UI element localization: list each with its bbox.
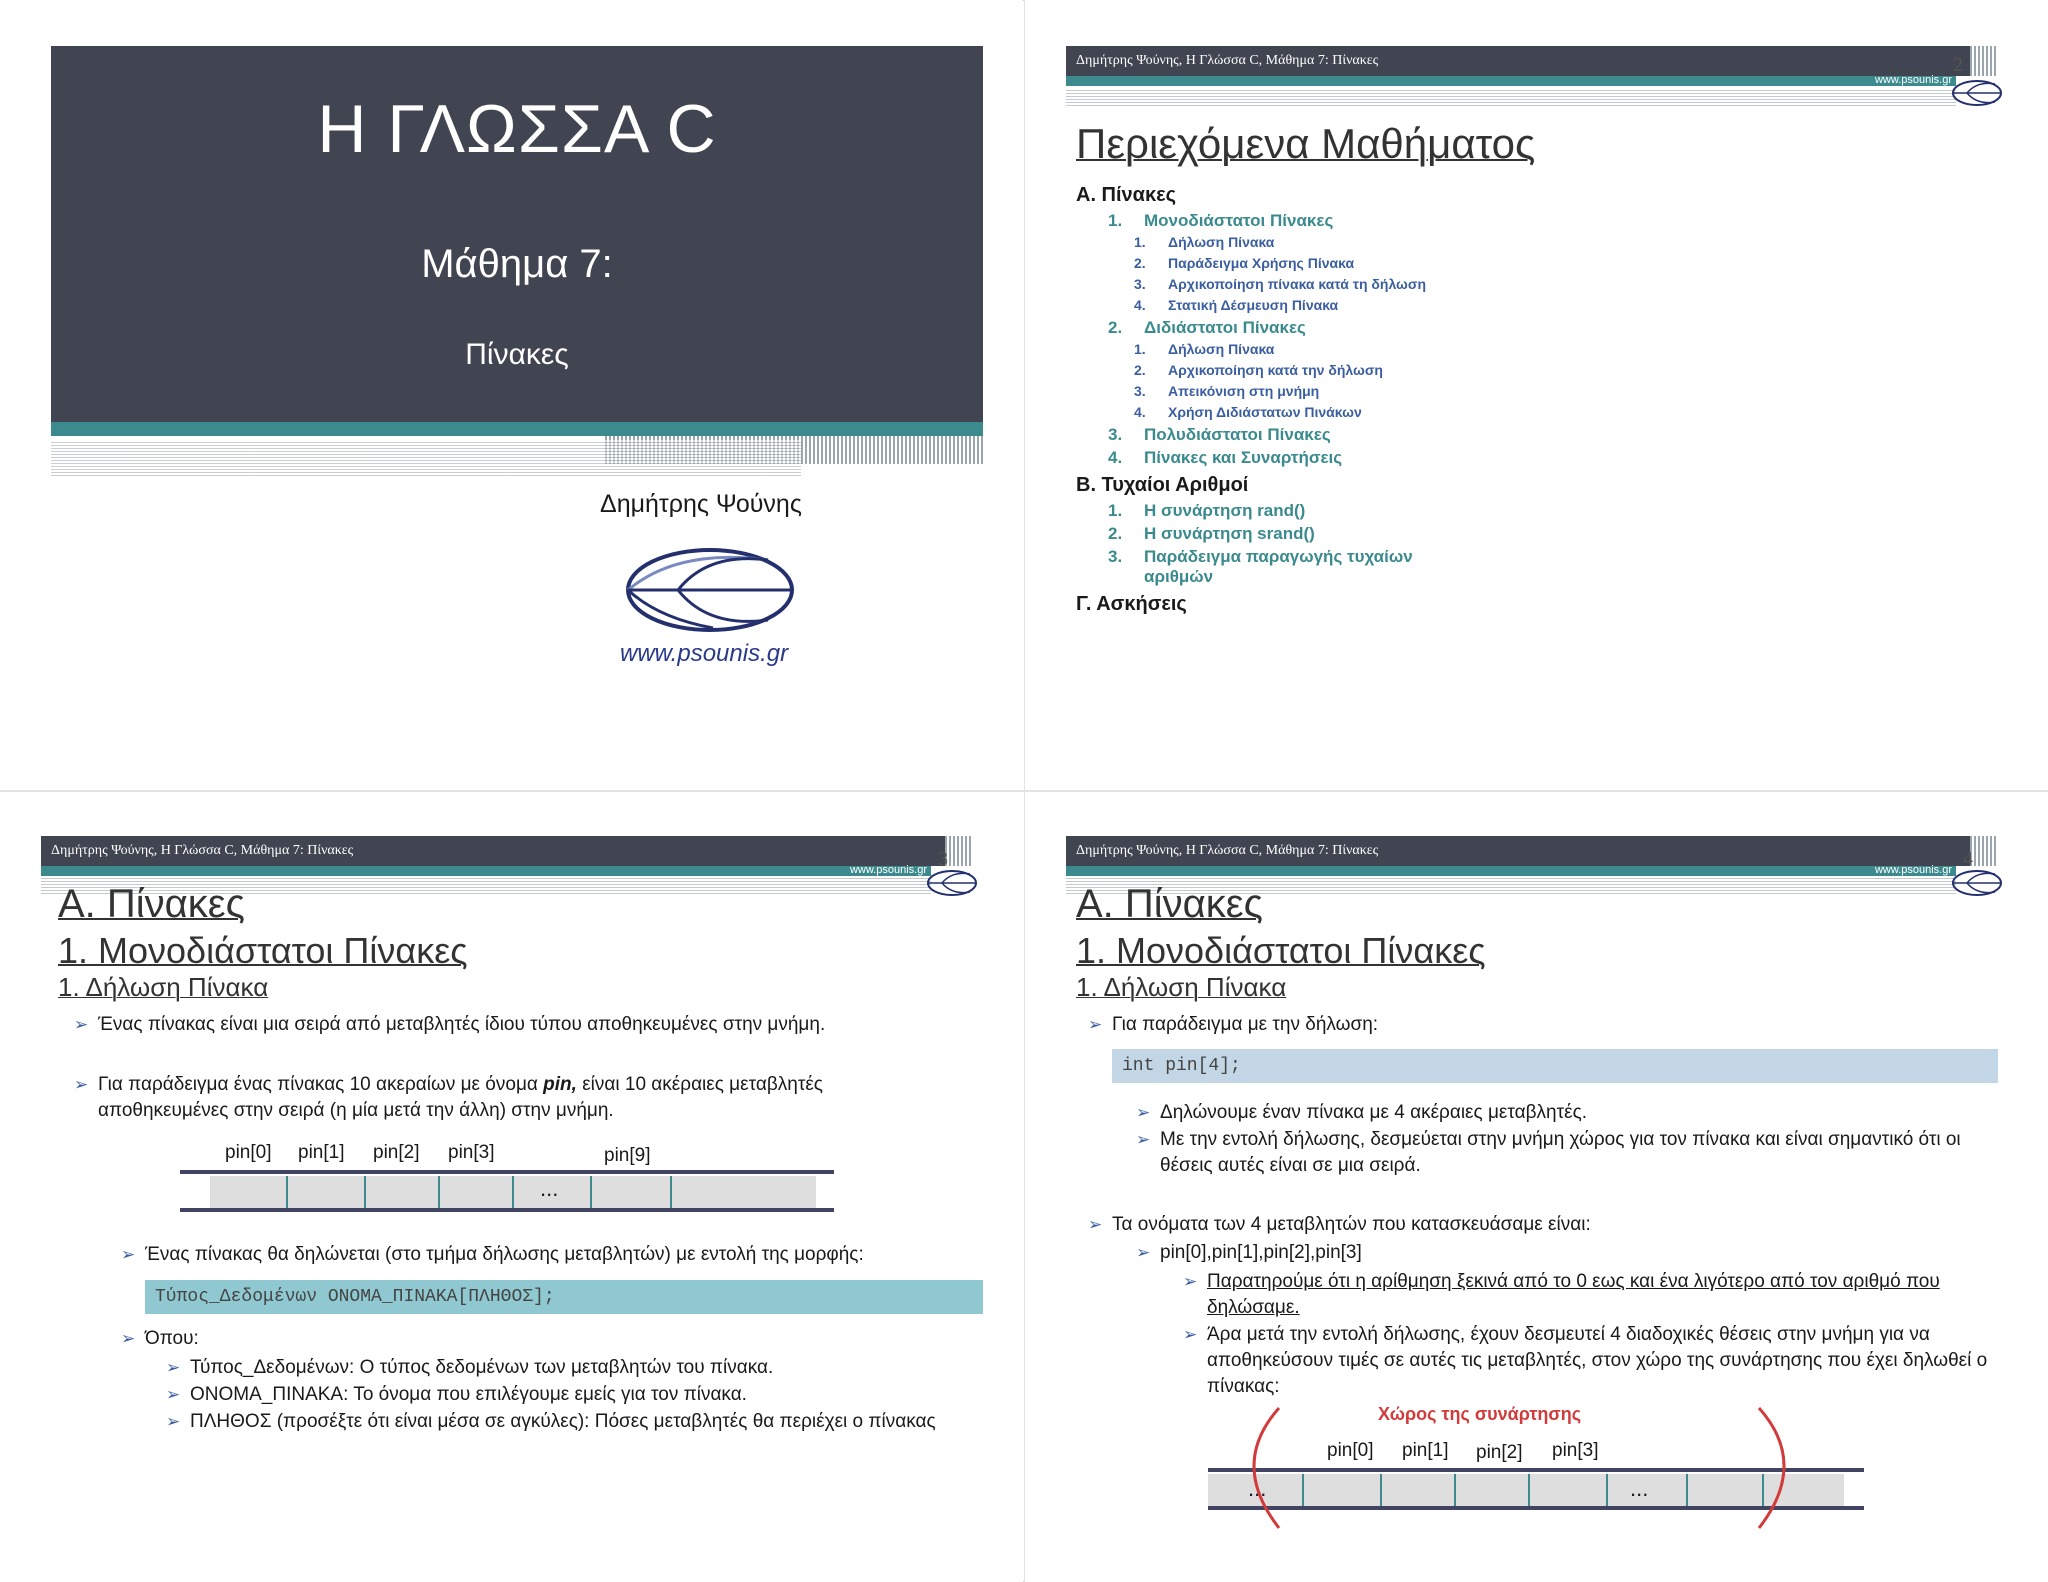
memory-array-diagram bbox=[180, 1170, 834, 1216]
sub-bullet-text: ➢ Με την εντολή δήλωσης, δεσμεύεται στην μνήμη χώρος για τον πίνακα και είναι σημαντικό ότι οι θέσεις αυτές είναι σε μια σειρά. bbox=[1160, 1127, 2005, 1179]
toc-subitem: 2. Παράδειγμα Χρήσης Πίνακα bbox=[1134, 255, 1355, 271]
heading-declaration: 1. Δήλωση Πίνακα bbox=[58, 972, 269, 1002]
function-scope-label: Χώρος της συνάρτησης bbox=[1378, 1404, 1582, 1424]
header-text: Δημήτρης Ψούνης, Η Γλώσσα C, Μάθημα 7: Πίνακες bbox=[1076, 53, 1379, 68]
bullet-text: ➢ Για παράδειγμα ένας πίνακας 10 ακεραίων με όνομα pin, είναι 10 ακέραιες μεταβλητές αποθηκευμένες στην σειρά (η μία μετά την άλλη) στην μνήμη. bbox=[98, 1072, 918, 1124]
psounis-logo-icon bbox=[1949, 78, 2003, 108]
code-syntax-box: Τύπος_Δεδομένων ΟΝΟΜΑ_ΠΙΝΑΚΑ[ΠΛΗΘΟΣ]; bbox=[145, 1280, 983, 1314]
toc-item: 1. Μονοδιάστατοι Πίνακες bbox=[1108, 211, 1334, 230]
toc-item: 3. Πολυδιάστατοι Πίνακες bbox=[1108, 425, 1331, 444]
array-label: pin[1] bbox=[1402, 1440, 1449, 1461]
array-ellipsis: ... bbox=[540, 1176, 559, 1201]
array-label: pin[0] bbox=[225, 1142, 272, 1163]
psounis-logo-icon bbox=[618, 540, 798, 640]
array-label: pin[3] bbox=[1552, 1440, 1599, 1461]
array-rail-top bbox=[180, 1170, 834, 1174]
sub-bullet-text: ➢ Δηλώνουμε έναν πίνακα με 4 ακέραιες μεταβλητές. bbox=[1160, 1100, 1980, 1126]
contents-heading: Περιεχόμενα Μαθήματος bbox=[1076, 120, 1536, 167]
array-cell bbox=[672, 1176, 816, 1208]
subsub-bullet-text: ➢ Άρα μετά την εντολή δήλωσης, έχουν δεσμευτεί 4 διαδοχικές θέσεις στην μνήμη για να αποθηκεύσουν τιμές σε αυτές τις μεταβλητές, στον χώρο της συνάρτησης που έχει δηλωθεί ο πίνακας: bbox=[1207, 1322, 1997, 1400]
sub-bullet-text: ➢ Τύπος_Δεδομένων: Ο τύπος δεδομένων των μεταβλητών του πίνακα. bbox=[190, 1355, 980, 1381]
psounis-logo-icon bbox=[1949, 868, 2003, 898]
header-teal-strip bbox=[1066, 866, 1956, 876]
slide-1-title bbox=[0, 0, 1023, 790]
header-url: www.psounis.gr bbox=[1874, 74, 1952, 86]
toc-subitem: 3. Αρχικοποίηση πίνακα κατά τη δήλωση bbox=[1134, 276, 1427, 292]
array-rail-bottom bbox=[180, 1208, 834, 1212]
header-url: www.psounis.gr bbox=[849, 864, 927, 876]
array-cell bbox=[440, 1176, 514, 1208]
array-cell bbox=[210, 1176, 288, 1208]
heading-1d-arrays: 1. Μονοδιάστατοι Πίνακες bbox=[58, 930, 468, 971]
page-number: 4 bbox=[1963, 848, 1973, 870]
bullet-text: ➢ Όπου: bbox=[145, 1326, 199, 1352]
table-of-contents bbox=[1076, 178, 1676, 620]
lesson-subtitle: Πίνακες bbox=[465, 338, 569, 371]
heading-arrays: Α. Πίνακες bbox=[58, 882, 245, 926]
array-ellipsis-left: ... bbox=[1248, 1476, 1267, 1501]
page-number: 3 bbox=[938, 848, 948, 870]
header-stripes bbox=[945, 836, 973, 866]
bullet-text: ➢ Για παράδειγμα με την δήλωση: bbox=[1112, 1012, 1378, 1038]
array-label: pin[2] bbox=[373, 1142, 420, 1163]
slide-2-contents bbox=[1025, 0, 2048, 790]
teal-strip bbox=[51, 422, 983, 436]
toc-item: 1. Η συνάρτηση rand() bbox=[1108, 501, 1306, 520]
slide-header bbox=[1066, 836, 1998, 866]
header-decor-lines bbox=[1066, 88, 1956, 106]
array-cell bbox=[288, 1176, 366, 1208]
presentation-title: Η ΓΛΩΣΣΑ C bbox=[317, 91, 717, 167]
toc-subitem: 1. Δήλωση Πίνακα bbox=[1134, 234, 1275, 250]
heading-declaration: 1. Δήλωση Πίνακα bbox=[1076, 972, 1287, 1002]
array-label: pin[2] bbox=[1476, 1442, 1523, 1463]
array-label: pin[3] bbox=[448, 1142, 495, 1163]
slide-3-declaration bbox=[0, 792, 1023, 1582]
heading-1d-arrays: 1. Μονοδιάστατοι Πίνακες bbox=[1076, 930, 1486, 971]
slide-4-example bbox=[1025, 792, 2048, 1582]
toc-subitem: 3. Απεικόνιση στη μνήμη bbox=[1134, 383, 1320, 399]
toc-subitem: 1. Δήλωση Πίνακα bbox=[1134, 341, 1275, 357]
slide-header bbox=[41, 836, 973, 866]
toc-subitem: 2. Αρχικοποίηση κατά την δήλωση bbox=[1134, 362, 1383, 378]
toc-item: 4. Πίνακες και Συναρτήσεις bbox=[1108, 448, 1343, 467]
slide-header bbox=[1066, 46, 1998, 76]
toc-section-c: Γ. Ασκήσεις bbox=[1076, 593, 1187, 615]
toc-subitem: 4. Στατική Δέσμευση Πίνακα bbox=[1134, 297, 1339, 313]
array-label: pin[0] bbox=[1327, 1440, 1374, 1461]
toc-item: 2. Διδιάστατοι Πίνακες bbox=[1108, 318, 1306, 337]
bullet-text: ➢ Ένας πίνακας είναι μια σειρά από μεταβλητές ίδιου τύπου αποθηκευμένες στην μνήμη. bbox=[98, 1012, 978, 1038]
sub-bullet-text: ➢ ΠΛΗΘΟΣ (προσέξτε ότι είναι μέσα σε αγκύλες): Πόσες μεταβλητές θα περιέχει ο πίνακας bbox=[190, 1409, 950, 1435]
decor-lines bbox=[51, 440, 801, 476]
lesson-number: Μάθημα 7: bbox=[421, 242, 613, 286]
subsub-bullet-text: ➢ Παρατηρούμε ότι η αρίθμηση ξεκινά από το 0 εως και ένα λιγότερο από τον αριθμό που δηλώσαμε. bbox=[1207, 1269, 1997, 1321]
toc-item: 2. Η συνάρτηση srand() bbox=[1108, 524, 1315, 543]
function-scope-brackets bbox=[1239, 1404, 1799, 1534]
toc-section-a: Α. Πίνακες bbox=[1076, 184, 1177, 206]
bullet-text: ➢ Τα ονόματα των 4 μεταβλητών που κατασκευάσαμε είναι: bbox=[1112, 1212, 1992, 1238]
header-url: www.psounis.gr bbox=[1874, 864, 1952, 876]
page-number: 2 bbox=[1953, 54, 1963, 76]
array-ellipsis-right: ... bbox=[1630, 1476, 1649, 1501]
heading-arrays: Α. Πίνακες bbox=[1076, 882, 1263, 926]
toc-item: 3. Παράδειγμα παραγωγής τυχαίων αριθμών bbox=[1108, 547, 1413, 586]
bullet-text: ➢ Ένας πίνακας θα δηλώνεται (στο τμήμα δήλωσης μεταβλητών) με εντολή της μορφής: bbox=[145, 1242, 975, 1268]
header-teal-strip bbox=[1066, 76, 1956, 86]
author-name: Δημήτρης Ψούνης bbox=[600, 490, 802, 518]
logo-url: www.psounis.gr bbox=[620, 640, 789, 667]
code-example-box: int pin[4]; bbox=[1112, 1049, 1998, 1083]
sub-bullet-text: ➢ ΟΝΟΜΑ_ΠΙΝΑΚΑ: Το όνομα που επιλέγουμε εμείς για τον πίνακα. bbox=[190, 1382, 980, 1408]
array-cell bbox=[366, 1176, 440, 1208]
array-cell bbox=[592, 1176, 672, 1208]
header-text: Δημήτρης Ψούνης, Η Γλώσσα C, Μάθημα 7: Πίνακες bbox=[1076, 843, 1379, 858]
sub-bullet-text: ➢ pin[0],pin[1],pin[2],pin[3] bbox=[1160, 1240, 1362, 1266]
toc-subitem: 4. Χρήση Διδιάστατων Πινάκων bbox=[1134, 404, 1362, 420]
psounis-logo-icon bbox=[924, 868, 978, 898]
toc-section-b: Β. Τυχαίοι Αριθμοί bbox=[1076, 474, 1249, 496]
array-label: pin[9] bbox=[604, 1145, 651, 1166]
header-teal-strip bbox=[41, 866, 931, 876]
header-stripes bbox=[1970, 46, 1998, 76]
header-text: Δημήτρης Ψούνης, Η Γλώσσα C, Μάθημα 7: Πίνακες bbox=[51, 843, 354, 858]
header-stripes bbox=[1970, 836, 1998, 866]
array-label: pin[1] bbox=[298, 1142, 345, 1163]
